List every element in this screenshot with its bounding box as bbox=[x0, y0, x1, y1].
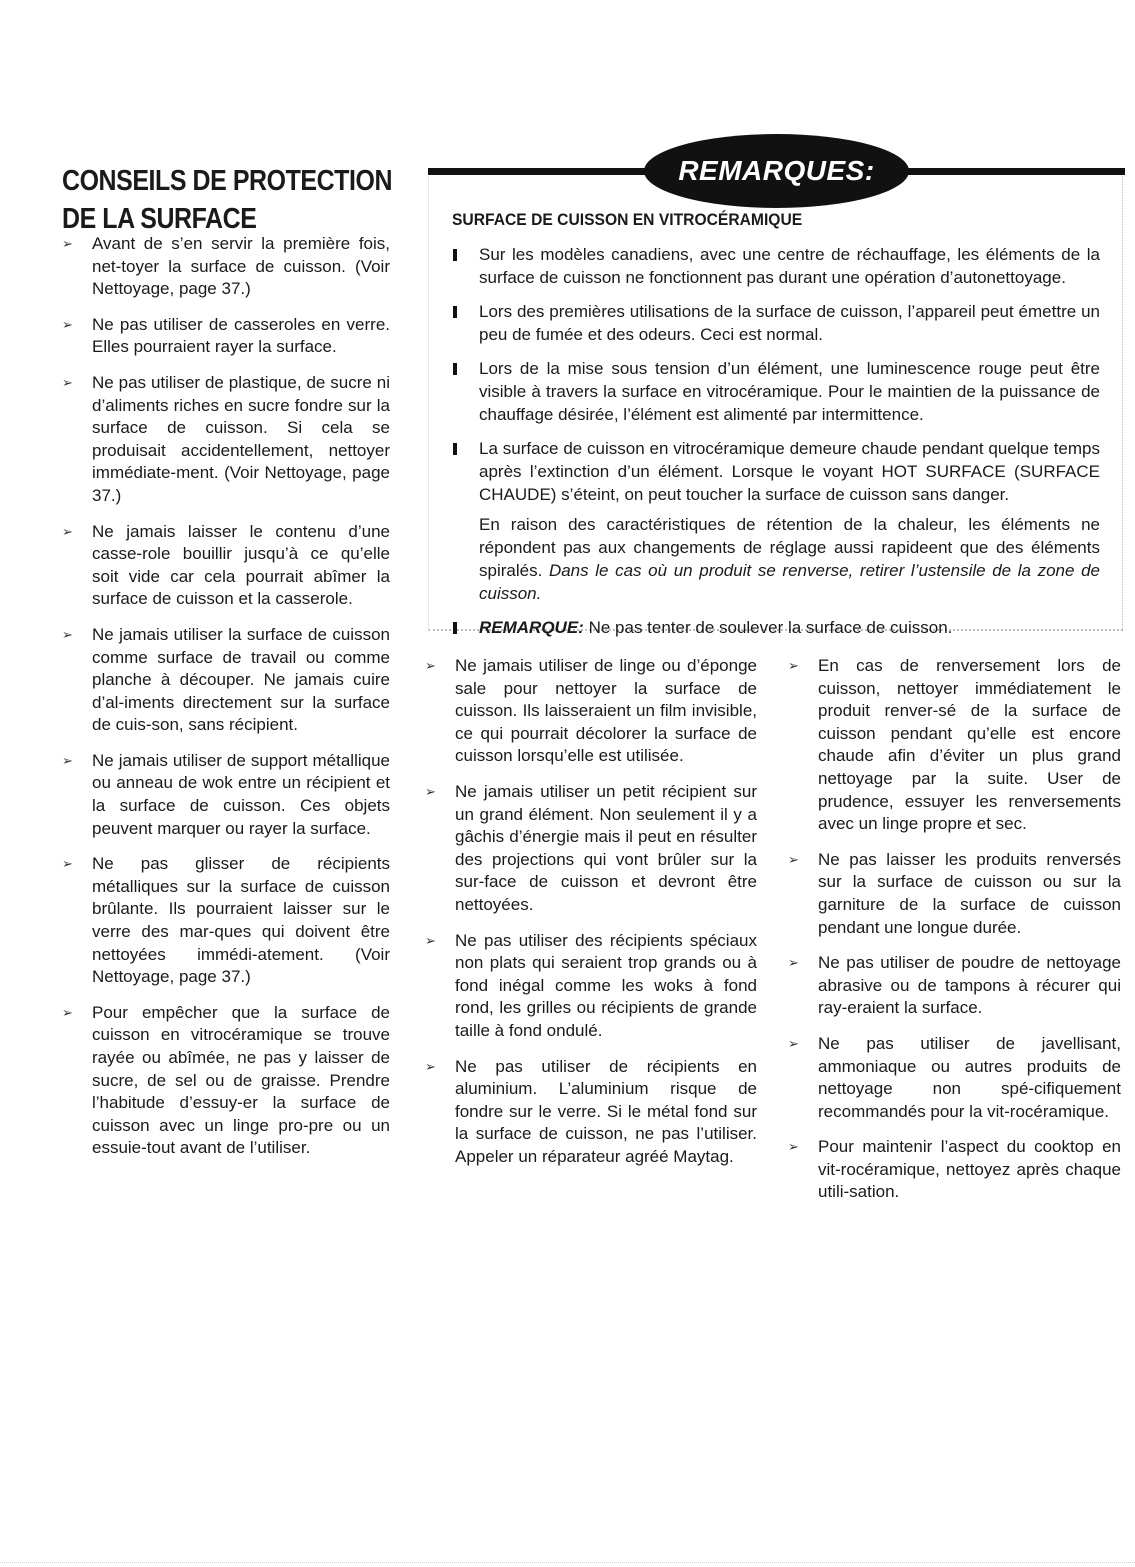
remarques-title: SURFACE DE CUISSON EN VITROCÉRAMIQUE bbox=[452, 210, 803, 229]
arrow-bullet-icon: ➢ bbox=[62, 374, 73, 390]
remarques-item: Lors de la mise sous tension d’un élément, une luminescence rouge peut être visible à travers la surface en vitrocéramique. Pour le maintien de la puissance de chauffage désirée, l’élément est alimenté par intermittence. bbox=[452, 357, 1100, 426]
list-item-text: Ne pas utiliser de récipients en aluminium. L’aluminium risque de fondre sur le verre. Si le métal fond sur la surface de cuisson, ne pas l’utiliser. Appeler un réparateur agréé Maytag. bbox=[455, 1056, 757, 1166]
arrow-bullet-icon: ➢ bbox=[62, 236, 73, 251]
remarque-label: REMARQUE: bbox=[479, 618, 584, 637]
list-item-text: En cas de renversement lors de cuisson, nettoyer immédiatement le produit renver-sé de la surface de cuisson pendant qu’elle est encore chaude afin d’éviter un plus grand nettoyage par la suite. User de prudence, essuyer les renversements avec un linge propre et sec. bbox=[818, 656, 1121, 834]
heading-line-1: CONSEILS DE PROTECTION bbox=[62, 165, 393, 197]
list-item-text: Ne jamais utiliser un petit récipient sur un grand élément. Non seulement il y a gâchis d’énergie mais il peut en résulter des projections qui vont brûler sur la sur-face de cuisson et devront être nettoyées. bbox=[455, 781, 757, 914]
square-bullet-icon bbox=[453, 363, 457, 375]
list-item-text: Ne jamais utiliser la surface de cuisson comme surface de travail ou comme planche à découper. Ne jamais cuire d’al-iments directement sur la surface de cuis-son, sans récipient. bbox=[92, 624, 390, 735]
arrow-bullet-icon: ➢ bbox=[62, 1004, 73, 1020]
list-item-text: Ne pas laisser les produits renversés sur la surface de cuisson ou sur la garniture de la surface de cuisson pendant une longue durée. bbox=[818, 849, 1121, 937]
remarques-italic-note: Dans le cas où un produit se renverse, retirer l’ustensile de la zone de cuisson. bbox=[479, 561, 1100, 603]
remarques-paragraph: En raison des caractéristiques de rétention de la chaleur, les éléments ne répondent pas aux changements de réglage aussi rapideent que des éléments spiralés. Dans le cas où un produit se renverse, retirer l’ustensile de la zone de cuisson. bbox=[479, 515, 1100, 603]
remarques-list bbox=[452, 243, 1100, 650]
heading-line-2: DE LA SURFACE bbox=[62, 203, 257, 235]
list-item bbox=[425, 1056, 757, 1169]
list-item bbox=[788, 849, 1121, 939]
remarques-item: La surface de cuisson en vitrocéramique demeure chaude pendant quelque temps après l’extinction d’un élément. Lorsque le voyant HOT SURFACE (SURFACE CHAUDE) s’éteint, on peut toucher la surface de cuisson sans danger. bbox=[452, 437, 1100, 506]
list-item-text: Ne pas utiliser de plastique, de sucre ni d’aliments riches en sucre fondre sur la surface de cuisson. Si cela se produisait accidentellement, nettoyer immédiate-ment. (Voir Nettoyage, page 37.) bbox=[92, 372, 390, 505]
arrow-bullet-icon: ➢ bbox=[788, 955, 799, 971]
list-item bbox=[62, 1002, 390, 1160]
arrow-bullet-icon: ➢ bbox=[425, 783, 436, 799]
arrow-bullet-icon: ➢ bbox=[788, 1139, 799, 1155]
arrow-bullet-icon: ➢ bbox=[788, 658, 799, 673]
square-bullet-icon bbox=[453, 622, 457, 634]
arrow-bullet-icon: ➢ bbox=[62, 856, 73, 872]
arrow-bullet-icon: ➢ bbox=[788, 851, 799, 867]
section-heading bbox=[62, 162, 393, 238]
list-item-text: Ne pas utiliser de javellisant, ammoniaque ou autres produits de nettoyage non spé-cifiquement recommandés pour la vit-rocéramique. bbox=[818, 1033, 1121, 1121]
remarques-item: REMARQUE: Ne pas tenter de soulever la surface de cuisson. bbox=[452, 616, 1100, 639]
arrow-bullet-icon: ➢ bbox=[425, 1058, 436, 1074]
list-item bbox=[62, 853, 390, 989]
arrow-bullet-icon: ➢ bbox=[788, 1035, 799, 1051]
list-item-text: Ne jamais utiliser de linge ou d’éponge sale pour nettoyer la surface de cuisson. Ils laisseraient un film invisible, ce qui pourrait décolorer la surface de cuisson lorsqu’elle est utilisée. bbox=[455, 656, 757, 766]
list-item bbox=[62, 521, 390, 611]
arrow-bullet-icon: ➢ bbox=[62, 316, 73, 332]
list-item bbox=[425, 781, 757, 917]
arrow-bullet-icon: ➢ bbox=[62, 626, 73, 642]
remarques-item: Lors des premières utilisations de la surface de cuisson, l’appareil peut émettre un peu de fumée et des odeurs. Ceci est normal. bbox=[452, 300, 1100, 346]
list-item-text: Ne pas utiliser de poudre de nettoyage abrasive ou de tampons à récurer qui ray-eraient la surface. bbox=[818, 953, 1121, 1018]
arrow-bullet-icon: ➢ bbox=[425, 932, 436, 948]
list-item-text: Ne pas glisser de récipients métalliques sur la surface de cuisson brûlante. Ils pourraient laisser sur le verre des mar-ques qui doivent être nettoyées immédi-atement. (Voir Nettoyage, page 37.) bbox=[92, 854, 390, 987]
list-item bbox=[62, 372, 390, 508]
arrow-bullet-icon: ➢ bbox=[62, 523, 73, 539]
list-item bbox=[788, 1136, 1121, 1204]
square-bullet-icon bbox=[453, 443, 457, 455]
list-item bbox=[62, 624, 390, 737]
square-bullet-icon bbox=[453, 306, 457, 318]
page-bottom-rule bbox=[0, 1562, 1135, 1565]
list-item-text: Ne pas utiliser des récipients spéciaux non plats qui seraient trop grands ou à fond inégal comme les woks à fond rond, les grilles ou récipients de grande taille à fond ondulé. bbox=[455, 930, 757, 1040]
remarques-badge-label: REMARQUES: bbox=[678, 155, 875, 186]
list-item-text: Pour empêcher que la surface de cuisson en vitrocéramique se trouve rayée ou abîmée, ne pas y laisser de sucre, de sel ou de graisse. Prendre l’habitude d’essuy-er la surface de cuisson avec un linge pro-pre ou un essuie-tout avant de l’utiliser. bbox=[92, 1002, 390, 1158]
list-item-text: Avant de s’en servir la première fois, net-toyer la surface de cuisson. (Voir Nettoyage, page 37.) bbox=[92, 234, 390, 299]
list-item bbox=[62, 750, 390, 840]
remarques-item: Sur les modèles canadiens, avec une centre de réchauffage, les éléments de la surface de cuisson ne fonctionnent pas durant une opération d’autonettoyage. bbox=[452, 243, 1100, 289]
list-item-text: Ne jamais utiliser de support métallique ou anneau de wok entre un récipient et la surface de cuisson. Ces objets peuvent marquer ou rayer la surface. bbox=[92, 750, 390, 838]
list-item-text: Ne pas utiliser de casseroles en verre. Elles pourraient rayer la surface. bbox=[92, 314, 390, 357]
list-item bbox=[62, 233, 390, 301]
list-item bbox=[788, 952, 1121, 1020]
list-item bbox=[425, 930, 757, 1043]
middle-column bbox=[425, 655, 757, 1181]
list-item bbox=[788, 1033, 1121, 1123]
arrow-bullet-icon: ➢ bbox=[62, 752, 73, 768]
list-item-text: Ne jamais laisser le contenu d’une casse-role bouillir jusqu’à ce qu’elle soit vide car cela pourrait abîmer la surface de cuisson et la casserole. bbox=[92, 521, 390, 609]
right-column bbox=[788, 655, 1121, 1217]
list-item-text: Pour maintenir l’aspect du cooktop en vit-rocéramique, nettoyez après chaque utili-sation. bbox=[818, 1137, 1121, 1202]
list-item bbox=[62, 314, 390, 359]
list-item bbox=[788, 655, 1121, 836]
square-bullet-icon bbox=[453, 249, 457, 261]
left-column bbox=[62, 233, 390, 1173]
arrow-bullet-icon: ➢ bbox=[425, 658, 436, 673]
list-item bbox=[425, 655, 757, 768]
